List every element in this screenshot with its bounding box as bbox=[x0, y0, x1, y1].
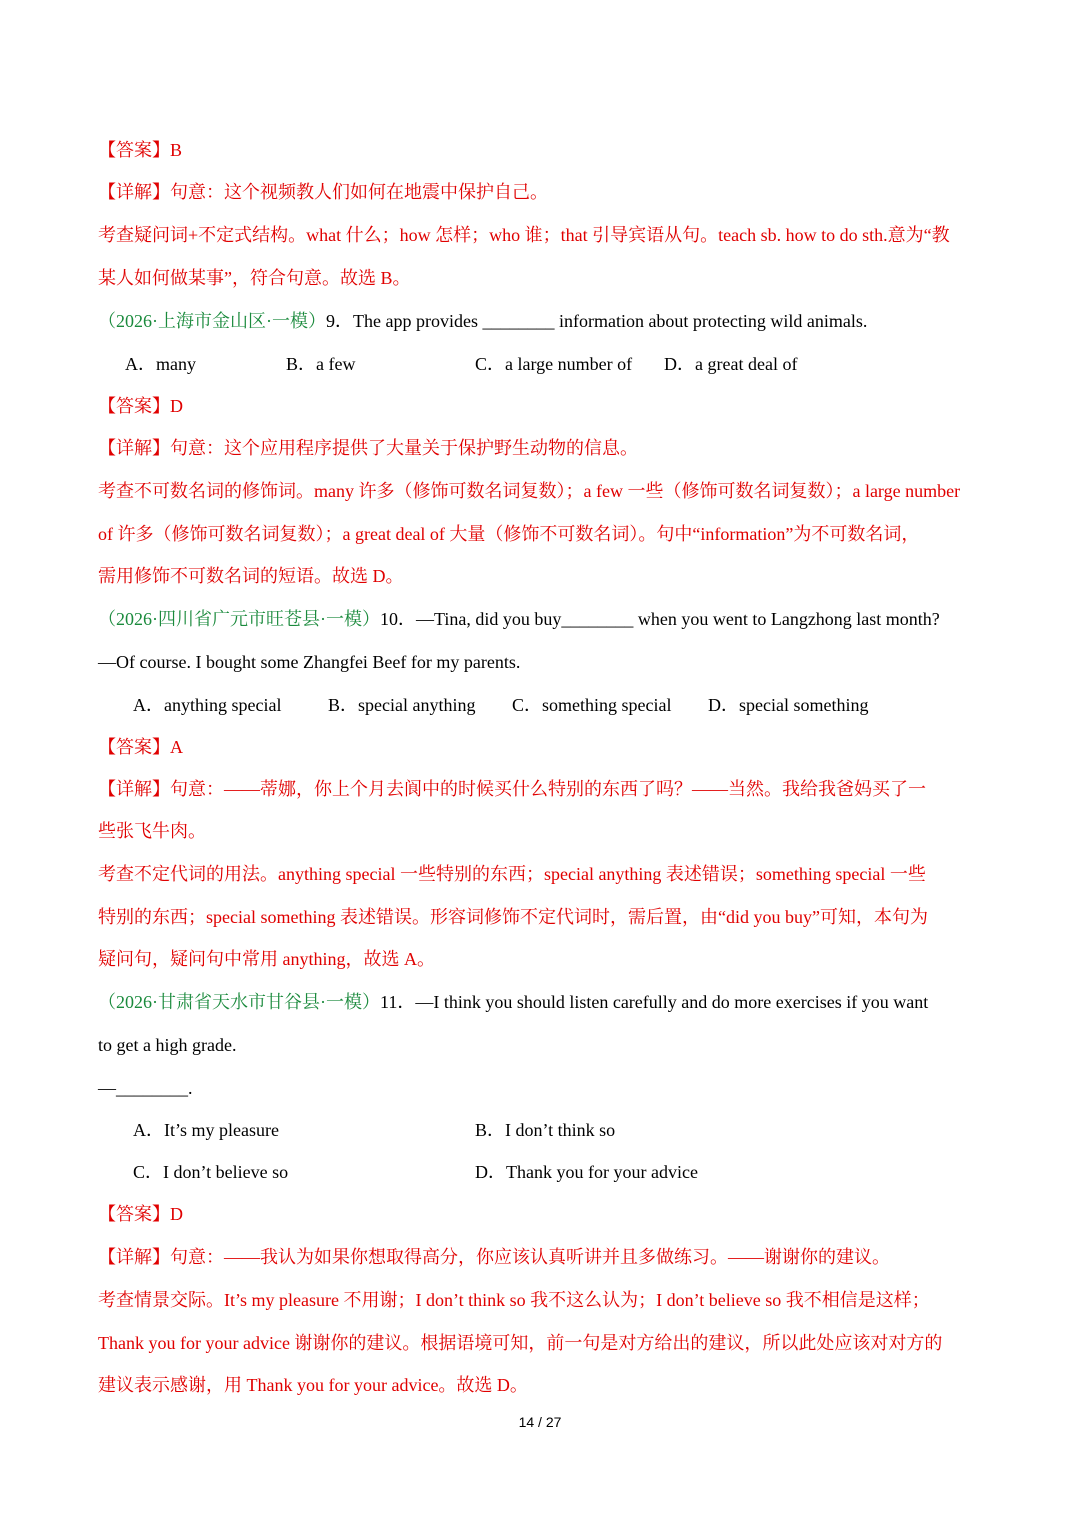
q11-explanation-1: 考查情景交际。It’s my pleasure 不用谢；I don’t think so 我不这么认为；I don’t believe so 我不相信是这样； bbox=[98, 1290, 930, 1310]
q10-option-a: A．anything special bbox=[133, 695, 282, 715]
q11-explanation-3: 建议表示感谢，用 Thank you for your advice。故选 D。 bbox=[98, 1375, 528, 1395]
q10-explanation-1: 考查不定代词的用法。anything special 一些特别的东西；special anything 表述错误；something special 一些 bbox=[98, 864, 926, 884]
q8-explanation-2: 某人如何做某事”，符合句意。故选 B。 bbox=[98, 268, 411, 288]
q11-detail: 【详解】句意：——我认为如果你想取得高分，你应该认真听讲并且多做练习。——谢谢你的建议。 bbox=[98, 1247, 890, 1267]
q10-explanation-2: 特别的东西；special something 表述错误。形容词修饰不定代词时，需后置，由“did you buy”可知，本句为 bbox=[98, 907, 928, 927]
q9-stem: 9．The app provides ________ information about protecting wild animals. bbox=[326, 311, 868, 331]
q10-detail-2: 些张飞牛肉。 bbox=[98, 821, 206, 841]
q9-option-c: C．a large number of bbox=[475, 354, 633, 374]
q11-option-a: A．It’s my pleasure bbox=[133, 1120, 279, 1140]
page-number: 14 / 27 bbox=[518, 1414, 562, 1430]
q10-question bbox=[98, 607, 940, 631]
q10-option-d: D．special something bbox=[708, 695, 869, 715]
q11-explanation-2: Thank you for your advice 谢谢你的建议。根据语境可知，前一句是对方给出的建议，所以此处应该对对方的 bbox=[98, 1333, 943, 1353]
q11-blank: —________. bbox=[98, 1078, 193, 1098]
q9-source: （2026·上海市金山区·一模） bbox=[98, 311, 326, 331]
q9-question bbox=[98, 309, 867, 333]
q11-answer: 【答案】D bbox=[98, 1204, 183, 1224]
q10-source: （2026·四川省广元市旺苍县·一模） bbox=[98, 609, 380, 629]
q9-option-b: B．a few bbox=[286, 354, 356, 374]
q11-option-b: B．I don’t think so bbox=[475, 1120, 616, 1140]
q9-answer: 【答案】D bbox=[98, 396, 183, 416]
q8-answer: 【答案】B bbox=[98, 140, 183, 160]
q8-detail: 【详解】句意：这个视频教人们如何在地震中保护自己。 bbox=[98, 182, 548, 202]
q11-source: （2026·甘肃省天水市甘谷县·一模） bbox=[98, 992, 380, 1012]
q11-stem-1: 11．—I think you should listen carefully and do more exercises if you want bbox=[380, 992, 929, 1012]
q11-question bbox=[98, 990, 928, 1014]
q10-reply: —Of course. I bought some Zhangfei Beef for my parents. bbox=[98, 652, 521, 672]
q9-explanation-1: 考查不可数名词的修饰词。many 许多（修饰可数名词复数）；a few 一些（修饰可数名词复数）；a large number bbox=[98, 481, 961, 501]
q9-option-d: D．a great deal of bbox=[664, 354, 798, 374]
q11-option-c: C．I don’t believe so bbox=[133, 1162, 289, 1182]
q9-explanation-3: 需用修饰不可数名词的短语。故选 D。 bbox=[98, 566, 404, 586]
q9-option-a: A．many bbox=[125, 354, 196, 374]
q10-explanation-3: 疑问句，疑问句中常用 anything，故选 A。 bbox=[98, 949, 435, 969]
q8-explanation-1: 考查疑问词+不定式结构。what 什么；how 怎样；who 谁；that 引导宾语从句。teach sb. how to do sth.意为“教 bbox=[98, 225, 950, 245]
q10-option-b: B．special anything bbox=[328, 695, 476, 715]
q10-answer: 【答案】A bbox=[98, 737, 183, 757]
q11-option-d: D．Thank you for your advice bbox=[475, 1162, 698, 1182]
q9-explanation-2: of 许多（修饰可数名词复数）；a great deal of 大量（修饰不可数名词）。句中“information”为不可数名词， bbox=[98, 524, 920, 544]
q11-stem-2: to get a high grade. bbox=[98, 1035, 237, 1055]
q10-option-c: C．something special bbox=[512, 695, 672, 715]
q10-stem: 10．—Tina, did you buy________ when you went to Langzhong last month? bbox=[380, 609, 940, 629]
q10-detail-1: 【详解】句意：——蒂娜，你上个月去阆中的时候买什么特别的东西了吗？——当然。我给我爸妈买了一 bbox=[98, 779, 926, 799]
q9-detail: 【详解】句意：这个应用程序提供了大量关于保护野生动物的信息。 bbox=[98, 438, 638, 458]
